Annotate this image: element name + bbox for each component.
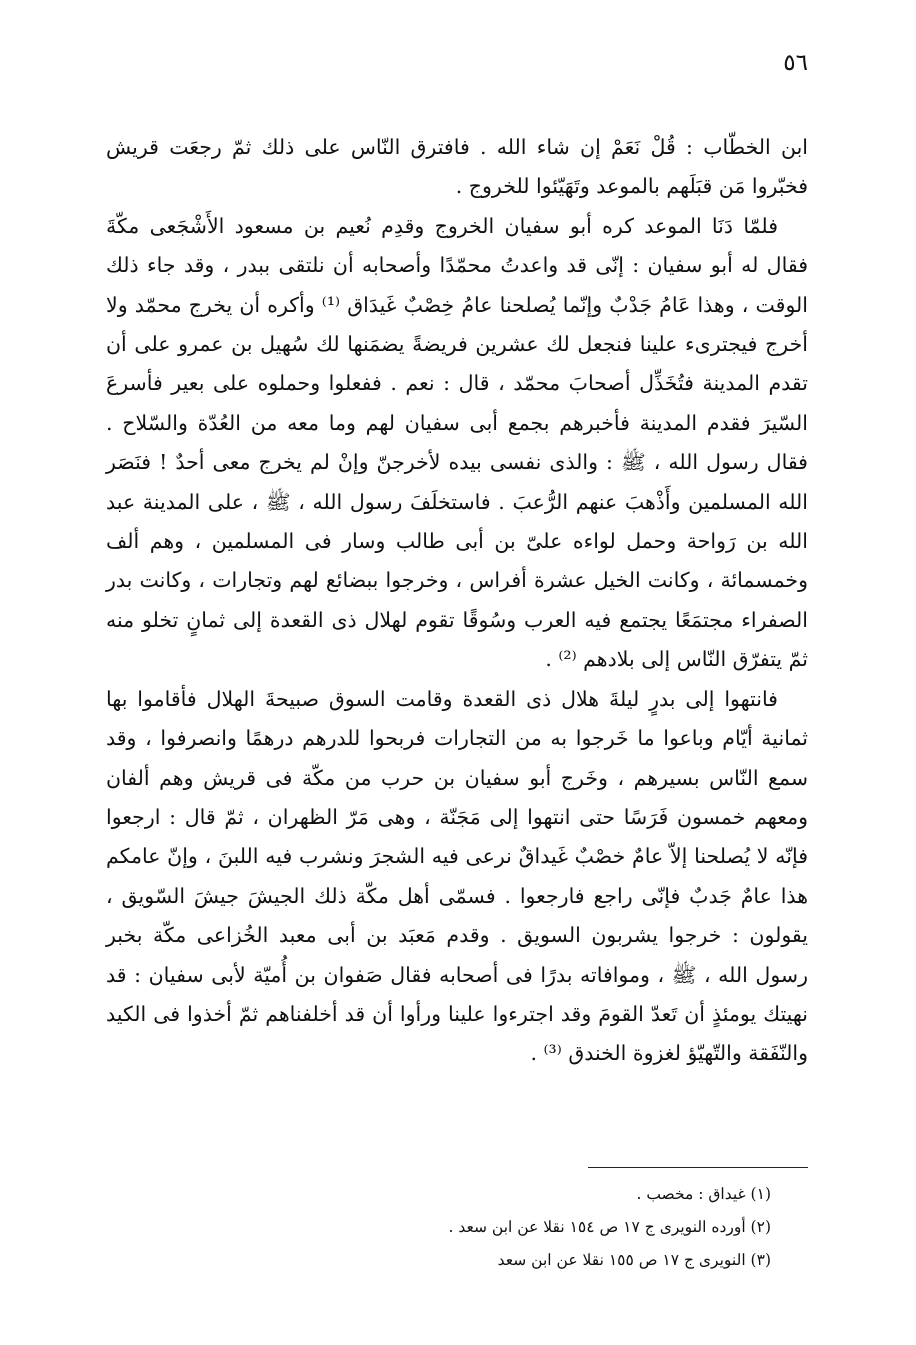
footnote-1: (١) غيداق : مخصب . [636,1185,771,1203]
paragraph-1: ابن الخطّاب : قُلْ نَعَمْ إن شاء الله . فافترق النّاس على ذلك ثمّ رجعَت قريش فخبّروا مَن قبَلَهم بالموعد وتَهَيّئوا للخروج . [106,135,808,199]
footnote-3: (٣) النويرى ج ١٧ ص ١٥٥ نقلا عن ابن سعد [497,1251,771,1269]
main-text [106,128,808,1074]
footnote-divider [588,1167,808,1168]
paragraph-2: فلمّا دَنَا الموعد كره أبو سفيان الخروج وقدِم نُعيم بن مسعود الأَشْجَعى مكّةَ فقال له أبو سفيان : إنّى قد واعدتُ محمّدًا وأصحابه أن نلتقى ببدر ، وقد جاء ذلك الوقت ، وهذا عَامُ جَدْبٌ وإنّما يُصلحنا عامُ خِصْبٌ غَيدَاق ⁽¹⁾ وأكره أن يخرج محمّد ولا أخرج فيجترىء علينا فنجعل لك عشرين فريضةً يضمَنها لك سُهيل بن عمرو على أن تقدم المدينة فتُخَذِّل أصحابَ محمّد ، قال : نعم . ففعلوا وحملوه على بعير فأسرعَ السّيرَ فقدم المدينة فأخبرهم بجمع أبى سفيان لهم وما معه من العُدّة والسّلاح . فقال رسول الله ، ﷺ : والذى نفسى بيده لأخرجنّ وإنْ لم يخرج معى أحدٌ ! فنَصَر الله المسلمين وأَذْهبَ عنهم الرُّعبَ . فاستخلَفَ رسول الله ، ﷺ ، على المدينة عبد الله بن رَواحة وحمل لواءه علىّ بن أبى طالب وسار فى المسلمين ، وهم ألف وخمسمائة ، وكانت الخيل عشرة أفراس ، وخرجوا ببضائع لهم وتجارات ، وكانت بدر الصفراء مجتمَعًا يجتمع فيه العرب وسُوقًا تقوم لهلال ذى القعدة إلى ثمانٍ تخلو منه ثمّ يتفرّق النّاس إلى بلادهم ⁽²⁾ . [106,213,808,672]
footnotes [211,1178,771,1277]
page-number: ٥٦ [783,50,808,76]
footnote-2: (٢) أورده النويرى ج ١٧ ص ١٥٤ نقلا عن ابن سعد . [448,1218,771,1236]
paragraph-3: فانتهوا إلى بدرٍ ليلةَ هلال ذى القعدة وقامت السوق صبيحةَ الهلال فأقاموا بها ثمانية أيّام وباعوا ما خَرجوا به من التجارات فربحوا للدرهم درهمًا وانصرفوا ، وقد سمع النّاس بسيرهم ، وخَرج أبو سفيان بن حرب من مكّة فى قريش وهم ألفان ومعهم خمسون فَرَسًا حتى انتهوا إلى مَجَنّة ، وهى مَرّ الظهران ، ثمّ قال : ارجعوا فإنّه لا يُصلحنا إلاّ عامٌ خصْبٌ غَيداقٌ نرعى فيه الشجرَ ونشرب فيه اللبنَ ، وإنّ عامكم هذا عامٌ جَدبٌ فإنّى راجع فارجعوا . فسمّى أهل مكّة ذلك الجيشَ جيشَ السّويق ، يقولون : خرجوا يشربون السويق . وقدم مَعبَد بن أبى معبد الخُزاعى مكّة بخبر رسول الله ، ﷺ ، وموافاته بدرًا فى أصحابه فقال صَفوان بن أُميّة لأبى سفيان : قد نهيتك يومئذٍ أن تَعدّ القومَ وقد اجترءوا علينا ورأوا أن قد أخلفناهم ثمّ أخذوا فى الكيد والنّفَقة والتّهيّؤ لغزوة الخندق ⁽³⁾ . [106,686,808,1066]
